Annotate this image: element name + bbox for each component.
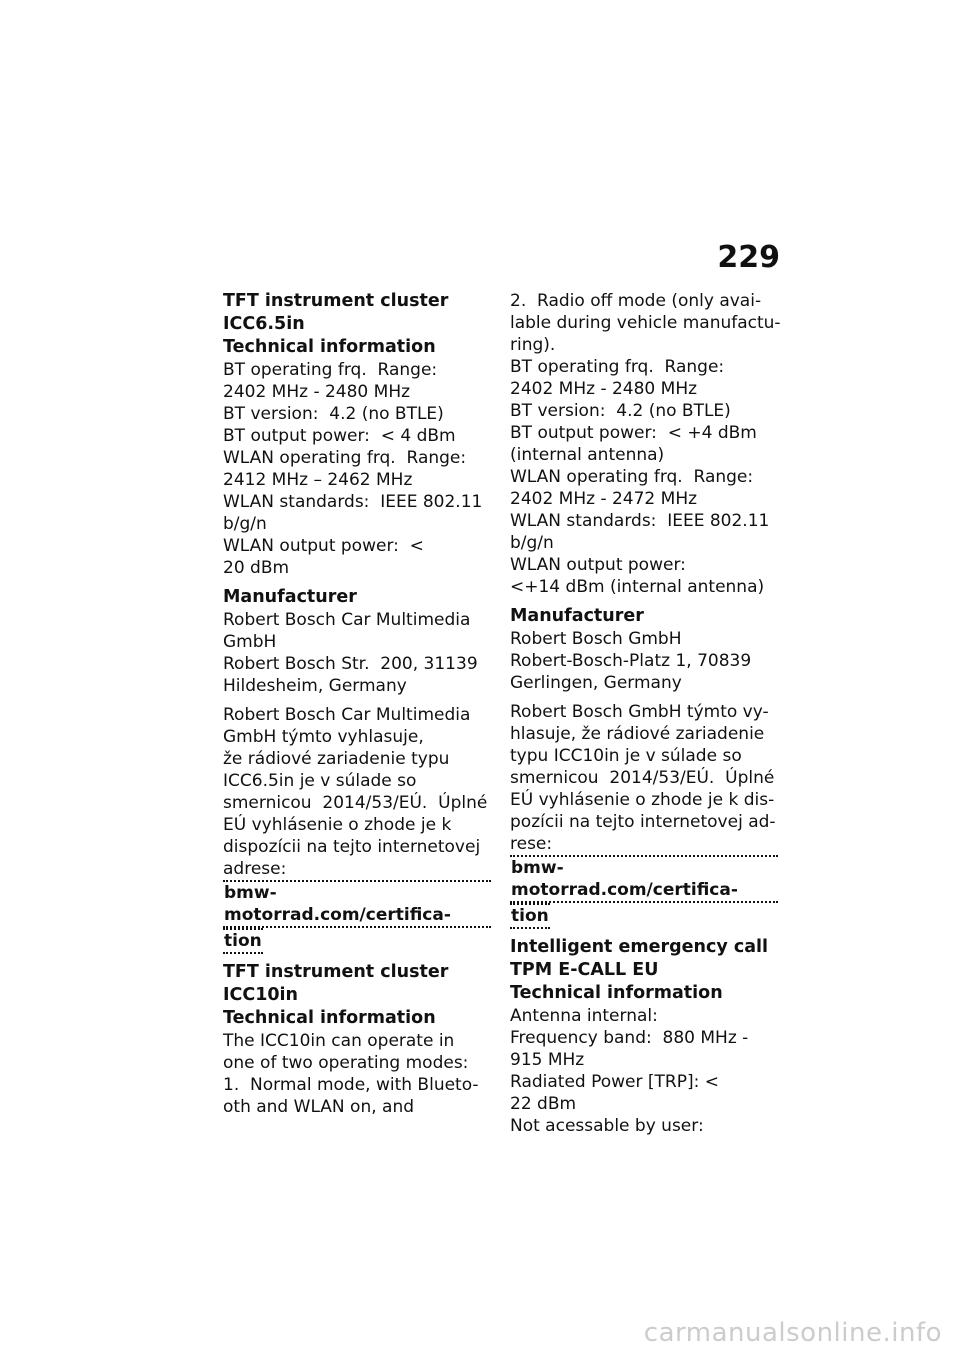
text-line: Gerlingen, Germany	[510, 673, 682, 693]
text-line: hlasuje, že rádiové zariadenie	[510, 724, 765, 744]
section-title: Manufacturer	[223, 587, 357, 607]
text-line: Robert Bosch GmbH týmto vy-	[510, 702, 769, 722]
text-line: ring).	[510, 335, 556, 355]
section-title: Manufacturer	[510, 606, 644, 626]
text-line: že rádiové zariadenie typu	[223, 749, 450, 769]
text-line: dispozícii na tejto internetovej	[223, 837, 481, 857]
text-line: WLAN standards: IEEE 802.11	[223, 492, 483, 512]
text-line: 915 MHz	[510, 1050, 585, 1070]
text-line: BT version: 4.2 (no BTLE)	[510, 401, 731, 421]
text-line: lable during vehicle manufactu-	[510, 313, 781, 333]
text-line: BT output power: < +4 dBm	[510, 423, 757, 443]
text-line: WLAN operating frq. Range:	[223, 448, 467, 468]
text-line: 2412 MHz – 2462 MHz	[223, 470, 413, 490]
text-line: WLAN output power: <	[223, 536, 424, 556]
text-line: BT output power: < 4 dBm	[223, 426, 456, 446]
text-line: smernicou 2014/53/EÚ. Úplné	[510, 768, 775, 788]
text-line: WLAN output power:	[510, 555, 686, 575]
section-title: ICC6.5in	[223, 314, 305, 334]
section-title: Intelligent emergency call	[510, 937, 769, 957]
text-line: pozícii na tejto internetovej ad-	[510, 812, 776, 832]
text-line: Robert-Bosch-Platz 1, 70839	[510, 651, 752, 671]
right-column	[510, 290, 781, 1137]
text-line: 2402 MHz - 2472 MHz	[510, 489, 698, 509]
certification-link-part[interactable]: bmw-motorrad.com/certifica-	[510, 855, 778, 903]
text-line: 2402 MHz - 2480 MHz	[510, 379, 698, 399]
text-line: typu ICC10in je v súlade so	[510, 746, 742, 766]
certification-link-part[interactable]: bmw-motorrad.com/certifica-	[223, 880, 491, 928]
text-line: 1. Normal mode, with Blueto-	[223, 1075, 479, 1095]
text-line: 2402 MHz - 2480 MHz	[223, 382, 411, 402]
page-number: 229	[717, 240, 780, 275]
text-line: BT version: 4.2 (no BTLE)	[223, 404, 444, 424]
section-subtitle: Technical information	[510, 983, 723, 1003]
text-line: Hildesheim, Germany	[223, 676, 407, 696]
text-line: smernicou 2014/53/EÚ. Úplné	[223, 793, 488, 813]
text-line: oth and WLAN on, and	[223, 1097, 415, 1117]
text-line: BT operating frq. Range:	[510, 357, 725, 377]
certification-link-part[interactable]: tion	[223, 928, 263, 954]
certification-link[interactable]	[510, 855, 778, 929]
text-line: adrese:	[223, 859, 287, 879]
section-subtitle: Technical information	[223, 1008, 436, 1028]
watermark: carmanualsonline.info	[643, 1318, 942, 1348]
text-line: one of two operating modes:	[223, 1053, 469, 1073]
text-line: b/g/n	[510, 533, 554, 553]
certification-link-part[interactable]: tion	[510, 903, 550, 929]
text-line: EÚ vyhlásenie o zhode je k dis-	[510, 790, 775, 810]
section-title: TPM E-CALL EU	[510, 960, 659, 980]
text-line: WLAN operating frq. Range:	[510, 467, 754, 487]
text-line: WLAN standards: IEEE 802.11	[510, 511, 770, 531]
text-line: BT operating frq. Range:	[223, 360, 438, 380]
text-line: Robert Bosch Car Multimedia	[223, 705, 471, 725]
section-title: TFT instrument cluster	[223, 291, 449, 311]
text-line: GmbH týmto vyhlasuje,	[223, 727, 424, 747]
text-line: Frequency band: 880 MHz -	[510, 1028, 749, 1048]
left-column	[223, 290, 491, 1118]
certification-link[interactable]	[223, 880, 491, 954]
text-line: rese:	[510, 834, 553, 854]
text-line: 20 dBm	[223, 558, 290, 578]
text-line: 22 dBm	[510, 1094, 577, 1114]
text-line: Antenna internal:	[510, 1006, 658, 1026]
text-line: 2. Radio off mode (only avai-	[510, 291, 762, 311]
text-line: GmbH	[223, 632, 277, 652]
section-title: TFT instrument cluster	[223, 962, 449, 982]
text-line: Robert Bosch GmbH	[510, 629, 682, 649]
text-line: Not acessable by user:	[510, 1116, 704, 1136]
text-line: Radiated Power [TRP]: <	[510, 1072, 719, 1092]
text-line: EÚ vyhlásenie o zhode je k	[223, 815, 452, 835]
section-title: ICC10in	[223, 985, 299, 1005]
text-line: ICC6.5in je v súlade so	[223, 771, 417, 791]
text-line: <+14 dBm (internal antenna)	[510, 577, 765, 597]
section-subtitle: Technical information	[223, 337, 436, 357]
text-line: (internal antenna)	[510, 445, 665, 465]
text-line: Robert Bosch Car Multimedia	[223, 610, 471, 630]
text-line: b/g/n	[223, 514, 267, 534]
text-line: The ICC10in can operate in	[223, 1031, 455, 1051]
text-line: Robert Bosch Str. 200, 31139	[223, 654, 478, 674]
